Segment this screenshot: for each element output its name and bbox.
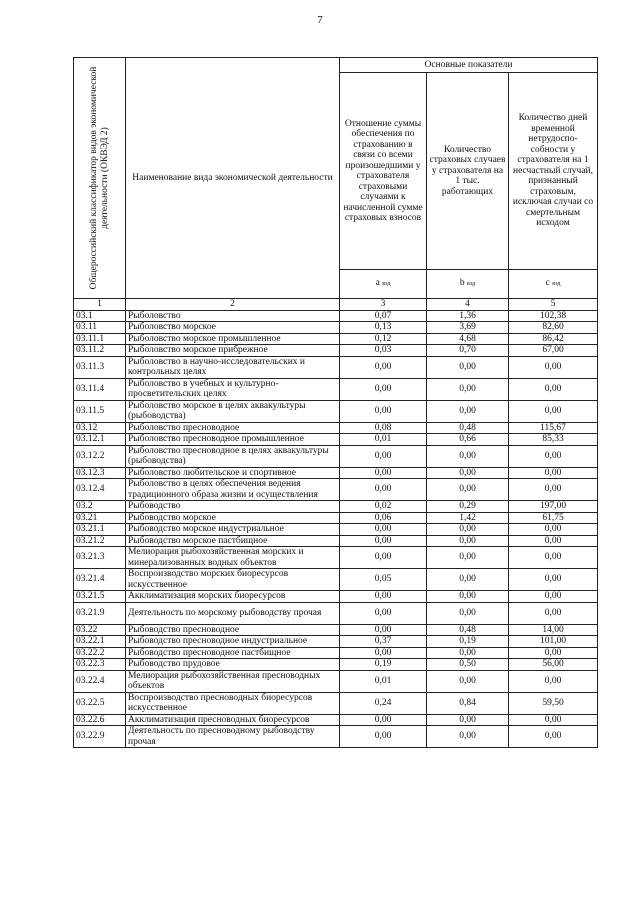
table-row bbox=[74, 356, 598, 378]
value-c-cell: 0,00 bbox=[509, 670, 598, 692]
activity-name-cell: Рыбоводство bbox=[126, 501, 340, 513]
table-row bbox=[74, 647, 598, 659]
value-a-cell: 0,07 bbox=[340, 310, 427, 322]
value-c-cell: 0,00 bbox=[509, 647, 598, 659]
value-a-cell: 0,00 bbox=[340, 624, 427, 636]
value-a-cell: 0,00 bbox=[340, 356, 427, 378]
table-row bbox=[74, 322, 598, 334]
okved-code-cell: 03.22.3 bbox=[74, 659, 126, 671]
activity-name-cell: Рыбоводство пресноводное индустриальное bbox=[126, 636, 340, 648]
value-b-cell: 0,19 bbox=[427, 636, 509, 648]
okved-code-cell: 03.22 bbox=[74, 624, 126, 636]
value-b-cell: 0,00 bbox=[427, 479, 509, 501]
activity-name-cell: Акклиматизация пресноводных биоресурсов bbox=[126, 714, 340, 726]
value-c-cell: 115,67 bbox=[509, 422, 598, 434]
value-b-cell: 4,68 bbox=[427, 333, 509, 345]
activity-name-cell: Мелиорация рыбохозяйственная морских и минерализованных водных объектов bbox=[126, 547, 340, 569]
value-a-cell: 0,00 bbox=[340, 378, 427, 400]
value-a-cell: 0,05 bbox=[340, 569, 427, 591]
okved-code-cell: 03.22.2 bbox=[74, 647, 126, 659]
value-b-cell: 0,66 bbox=[427, 434, 509, 446]
column-number: 4 bbox=[427, 299, 509, 311]
activity-name-cell: Рыболовство пресноводное промышленное bbox=[126, 434, 340, 446]
okved-code-cell: 03.11.3 bbox=[74, 356, 126, 378]
value-b-cell: 0,00 bbox=[427, 535, 509, 547]
okved-code-cell: 03.22.4 bbox=[74, 670, 126, 692]
activity-name-cell: Рыболовство bbox=[126, 310, 340, 322]
okved-code-cell: 03.21 bbox=[74, 512, 126, 524]
table-row bbox=[74, 479, 598, 501]
value-a-cell: 0,24 bbox=[340, 692, 427, 714]
value-a-cell: 0,00 bbox=[340, 647, 427, 659]
value-b-cell: 0,00 bbox=[427, 524, 509, 536]
okved-code-cell: 03.1 bbox=[74, 310, 126, 322]
value-a-cell: 0,00 bbox=[340, 400, 427, 422]
value-a-cell: 0,00 bbox=[340, 602, 427, 624]
table-row bbox=[74, 333, 598, 345]
value-a-cell: 0,00 bbox=[340, 591, 427, 603]
page-number: 7 bbox=[317, 14, 323, 26]
table-row bbox=[74, 714, 598, 726]
value-b-cell: 0,70 bbox=[427, 345, 509, 357]
value-a-cell: 0,08 bbox=[340, 422, 427, 434]
table-row bbox=[74, 535, 598, 547]
table-row bbox=[74, 569, 598, 591]
header-activity-name: Наименование вида экономической деятельности bbox=[126, 58, 340, 299]
value-a-cell: 0,00 bbox=[340, 547, 427, 569]
okved-code-cell: 03.11 bbox=[74, 322, 126, 334]
activity-name-cell: Рыбоводство прудовое bbox=[126, 659, 340, 671]
value-b-cell: 0,00 bbox=[427, 400, 509, 422]
table-row bbox=[74, 310, 598, 322]
okved-code-cell: 03.21.1 bbox=[74, 524, 126, 536]
header-col-c: Количество дней временной нетрудоспо-собности у страхователя на 1 несчастный случай, признанный страховым, исключая случаи со смертельным исходом bbox=[509, 73, 598, 270]
value-c-cell: 61,75 bbox=[509, 512, 598, 524]
okved-code-cell: 03.12.4 bbox=[74, 479, 126, 501]
okved-code-cell: 03.22.9 bbox=[74, 726, 126, 748]
table-row bbox=[74, 602, 598, 624]
value-a-cell: 0,12 bbox=[340, 333, 427, 345]
value-b-cell: 3,69 bbox=[427, 322, 509, 334]
activity-name-cell: Рыболовство пресноводное в целях аквакультуры (рыбоводства) bbox=[126, 445, 340, 467]
value-c-cell: 0,00 bbox=[509, 378, 598, 400]
value-b-cell: 1,42 bbox=[427, 512, 509, 524]
header-col-b: Количество страховых случаев у страхователя на 1 тыс. работающих bbox=[427, 73, 509, 270]
table-body bbox=[74, 310, 598, 748]
value-c-cell: 59,50 bbox=[509, 692, 598, 714]
value-b-cell: 0,00 bbox=[427, 602, 509, 624]
value-b-cell: 1,36 bbox=[427, 310, 509, 322]
value-b-cell: 0,00 bbox=[427, 591, 509, 603]
value-b-cell: 0,00 bbox=[427, 726, 509, 748]
value-a-cell: 0,00 bbox=[340, 479, 427, 501]
activity-name-cell: Рыболовство любительское и спортивное bbox=[126, 467, 340, 479]
value-b-cell: 0,00 bbox=[427, 547, 509, 569]
value-b-cell: 0,48 bbox=[427, 624, 509, 636]
okved-code-cell: 03.12.3 bbox=[74, 467, 126, 479]
okved-code-cell: 03.11.2 bbox=[74, 345, 126, 357]
okved-code-cell: 03.21.3 bbox=[74, 547, 126, 569]
okved-code-cell: 03.11.1 bbox=[74, 333, 126, 345]
value-b-cell: 0,00 bbox=[427, 569, 509, 591]
table-row bbox=[74, 422, 598, 434]
value-c-cell: 82,60 bbox=[509, 322, 598, 334]
value-b-cell: 0,50 bbox=[427, 659, 509, 671]
table-row bbox=[74, 524, 598, 536]
activity-name-cell: Рыболовство в учебных и культурно-просветительских целях bbox=[126, 378, 340, 400]
value-c-cell: 0,00 bbox=[509, 714, 598, 726]
value-c-cell: 14,00 bbox=[509, 624, 598, 636]
table-row bbox=[74, 636, 598, 648]
table-row bbox=[74, 400, 598, 422]
okved-code-cell: 03.22.6 bbox=[74, 714, 126, 726]
value-c-cell: 86,42 bbox=[509, 333, 598, 345]
value-b-cell: 0,00 bbox=[427, 445, 509, 467]
value-c-cell: 85,33 bbox=[509, 434, 598, 446]
activity-name-cell: Воспроизводство морских биоресурсов искусственное bbox=[126, 569, 340, 591]
value-a-cell: 0,19 bbox=[340, 659, 427, 671]
value-a-cell: 0,00 bbox=[340, 535, 427, 547]
activity-name-cell: Деятельность по пресноводному рыбоводству прочая bbox=[126, 726, 340, 748]
okved-code-cell: 03.21.4 bbox=[74, 569, 126, 591]
header-main-indicators: Основные показатели bbox=[340, 58, 598, 73]
value-c-cell: 0,00 bbox=[509, 602, 598, 624]
value-a-cell: 0,01 bbox=[340, 434, 427, 446]
value-c-cell: 56,00 bbox=[509, 659, 598, 671]
table-row bbox=[74, 692, 598, 714]
okved-code-cell: 03.12.2 bbox=[74, 445, 126, 467]
value-b-cell: 0,00 bbox=[427, 670, 509, 692]
header-col-a: Отношение суммы обеспечения по страхованию в связи со всеми произошедшими у страхователя страховыми случаями к начисленной сумме страховых взносов bbox=[340, 73, 427, 270]
table-row bbox=[74, 659, 598, 671]
table-row bbox=[74, 378, 598, 400]
value-c-cell: 0,00 bbox=[509, 445, 598, 467]
header-sym-c: c вэд bbox=[509, 270, 598, 299]
table-row bbox=[74, 501, 598, 513]
value-a-cell: 0,37 bbox=[340, 636, 427, 648]
value-a-cell: 0,00 bbox=[340, 714, 427, 726]
column-number: 5 bbox=[509, 299, 598, 311]
table-row bbox=[74, 591, 598, 603]
table-row bbox=[74, 445, 598, 467]
okved-code-cell: 03.22.1 bbox=[74, 636, 126, 648]
activity-name-cell: Рыболовство пресноводное bbox=[126, 422, 340, 434]
header-sym-a: a вэд bbox=[340, 270, 427, 299]
value-c-cell: 101,00 bbox=[509, 636, 598, 648]
activity-name-cell: Рыбоводство морское bbox=[126, 512, 340, 524]
value-c-cell: 0,00 bbox=[509, 356, 598, 378]
activity-name-cell: Рыбоводство морское пастбищное bbox=[126, 535, 340, 547]
value-b-cell: 0,00 bbox=[427, 378, 509, 400]
column-number: 2 bbox=[126, 299, 340, 311]
value-a-cell: 0,06 bbox=[340, 512, 427, 524]
activity-name-cell: Рыбоводство пресноводное пастбищное bbox=[126, 647, 340, 659]
value-c-cell: 67,00 bbox=[509, 345, 598, 357]
okved-code-cell: 03.12 bbox=[74, 422, 126, 434]
value-b-cell: 0,00 bbox=[427, 356, 509, 378]
value-c-cell: 0,00 bbox=[509, 535, 598, 547]
okved-code-cell: 03.11.4 bbox=[74, 378, 126, 400]
table-row bbox=[74, 624, 598, 636]
okved-code-cell: 03.2 bbox=[74, 501, 126, 513]
value-c-cell: 102,38 bbox=[509, 310, 598, 322]
activity-name-cell: Рыболовство морское прибрежное bbox=[126, 345, 340, 357]
okved-code-cell: 03.22.5 bbox=[74, 692, 126, 714]
value-b-cell: 0,00 bbox=[427, 467, 509, 479]
value-a-cell: 0,03 bbox=[340, 345, 427, 357]
value-c-cell: 0,00 bbox=[509, 479, 598, 501]
value-a-cell: 0,00 bbox=[340, 726, 427, 748]
activity-name-cell: Рыболовство в целях обеспечения ведения традиционного образа жизни и осуществления bbox=[126, 479, 340, 501]
activity-name-cell: Мелиорация рыбохозяйственная пресноводных объектов bbox=[126, 670, 340, 692]
activity-name-cell: Акклиматизация морских биоресурсов bbox=[126, 591, 340, 603]
okved-code-cell: 03.21.5 bbox=[74, 591, 126, 603]
table-row bbox=[74, 726, 598, 748]
column-number-row bbox=[74, 299, 598, 311]
value-b-cell: 0,48 bbox=[427, 422, 509, 434]
okved-code-cell: 03.11.5 bbox=[74, 400, 126, 422]
activity-name-cell: Рыбоводство морское индустриальное bbox=[126, 524, 340, 536]
value-b-cell: 0,29 bbox=[427, 501, 509, 513]
value-b-cell: 0,84 bbox=[427, 692, 509, 714]
value-b-cell: 0,00 bbox=[427, 714, 509, 726]
okved-code-cell: 03.12.1 bbox=[74, 434, 126, 446]
value-c-cell: 0,00 bbox=[509, 569, 598, 591]
indicators-table bbox=[73, 57, 598, 748]
activity-name-cell: Деятельность по морскому рыбоводству прочая bbox=[126, 602, 340, 624]
activity-name-cell: Воспроизводство пресноводных биоресурсов искусственное bbox=[126, 692, 340, 714]
column-number: 1 bbox=[74, 299, 126, 311]
table-row bbox=[74, 434, 598, 446]
value-a-cell: 0,00 bbox=[340, 467, 427, 479]
activity-name-cell: Рыболовство морское bbox=[126, 322, 340, 334]
header-okved: Общероссийский классификатор видов экономической деятельности (ОКВЭД 2) bbox=[74, 58, 126, 299]
header-sym-b: b вэд bbox=[427, 270, 509, 299]
value-a-cell: 0,00 bbox=[340, 524, 427, 536]
value-a-cell: 0,02 bbox=[340, 501, 427, 513]
value-a-cell: 0,01 bbox=[340, 670, 427, 692]
table-row bbox=[74, 547, 598, 569]
value-c-cell: 0,00 bbox=[509, 524, 598, 536]
table-row bbox=[74, 512, 598, 524]
value-a-cell: 0,13 bbox=[340, 322, 427, 334]
value-c-cell: 0,00 bbox=[509, 400, 598, 422]
table-row bbox=[74, 670, 598, 692]
value-c-cell: 0,00 bbox=[509, 591, 598, 603]
value-a-cell: 0,00 bbox=[340, 445, 427, 467]
activity-name-cell: Рыбоводство пресноводное bbox=[126, 624, 340, 636]
value-c-cell: 197,00 bbox=[509, 501, 598, 513]
table-row bbox=[74, 467, 598, 479]
value-c-cell: 0,00 bbox=[509, 547, 598, 569]
table-row bbox=[74, 345, 598, 357]
activity-name-cell: Рыболовство морское промышленное bbox=[126, 333, 340, 345]
column-number: 3 bbox=[340, 299, 427, 311]
value-c-cell: 0,00 bbox=[509, 726, 598, 748]
activity-name-cell: Рыболовство морское в целях аквакультуры (рыбоводства) bbox=[126, 400, 340, 422]
value-b-cell: 0,00 bbox=[427, 647, 509, 659]
okved-code-cell: 03.21.2 bbox=[74, 535, 126, 547]
value-c-cell: 0,00 bbox=[509, 467, 598, 479]
activity-name-cell: Рыболовство в научно-исследовательских и контрольных целях bbox=[126, 356, 340, 378]
okved-code-cell: 03.21.9 bbox=[74, 602, 126, 624]
